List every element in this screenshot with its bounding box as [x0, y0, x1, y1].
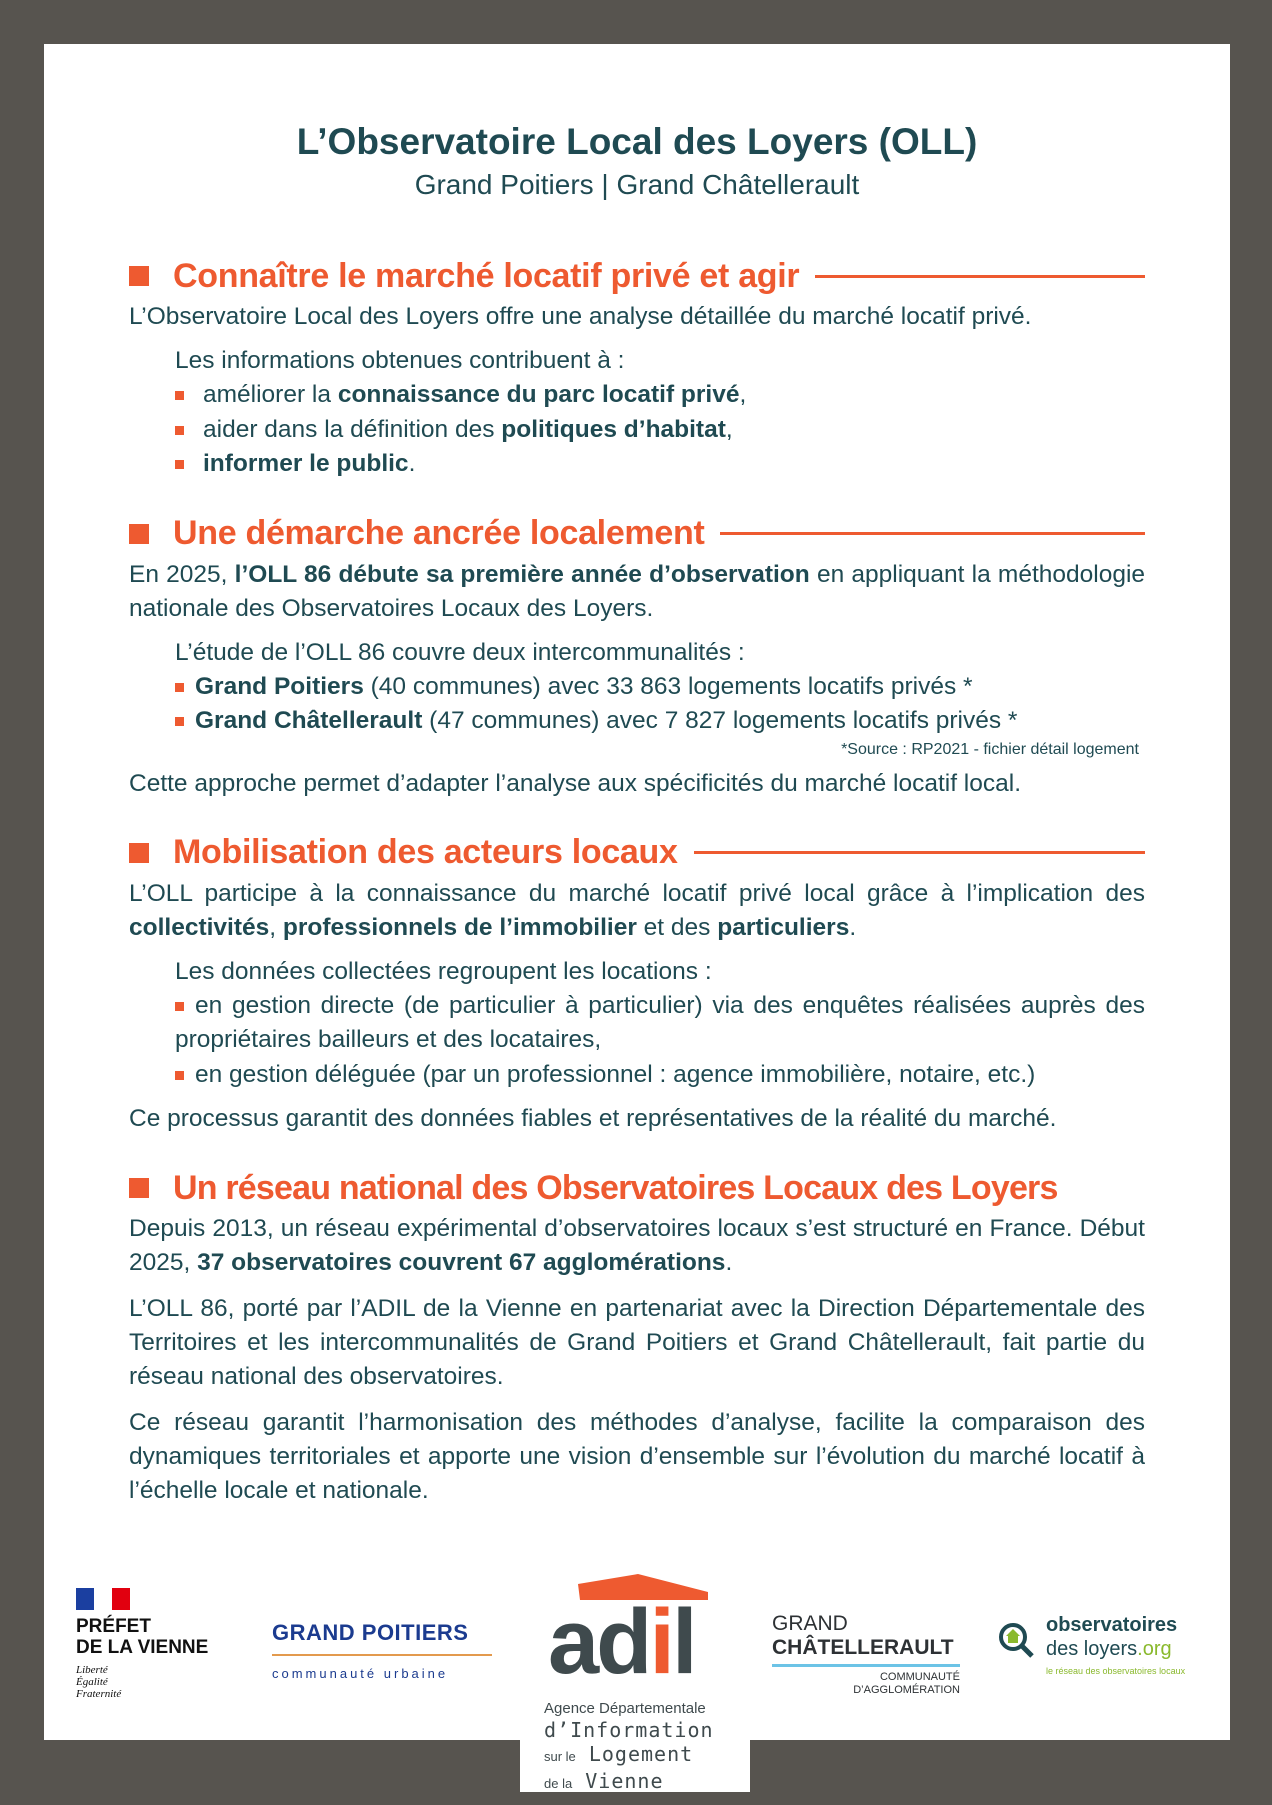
logo-subtitle: communauté urbaine: [272, 1666, 449, 1681]
text: sur le: [544, 1749, 576, 1764]
section-heading-2: [129, 512, 1145, 556]
text: (47 communes) avec 7 827 logements locatifs privés *: [422, 707, 1018, 734]
bullet-list: [175, 670, 1145, 739]
text: i: [649, 1591, 672, 1693]
bullet-icon: [175, 717, 184, 726]
text: ad: [548, 1591, 650, 1693]
square-bullet-icon: [129, 843, 149, 863]
logo-title: CHÂTELLERAULT: [772, 1636, 954, 1659]
text: aider dans la définition des: [203, 415, 502, 443]
section-paragraph: [129, 1212, 1145, 1280]
bullet-block: [129, 955, 1145, 1093]
tagline-line: Agence Départementale: [544, 1700, 706, 1717]
prefet-line: PRÉFET: [76, 1616, 151, 1637]
list-item: [175, 989, 1145, 1058]
devise: [76, 1664, 246, 1700]
bold-text: 37 observatoires couvrent 67 agglomérations: [197, 1249, 726, 1276]
heading-rule: [815, 275, 1145, 278]
source-note: *Source : RP2021 - fichier détail logement: [841, 740, 1139, 758]
bold-text: collectivités: [129, 913, 270, 941]
prefet-line: DE LA VIENNE: [76, 1637, 209, 1658]
logo-rule: [772, 1664, 960, 1667]
square-bullet-icon: [129, 266, 149, 286]
heading-rule: [720, 532, 1145, 535]
text: (40 communes) avec 33 863 logements locatifs privés *: [363, 672, 973, 700]
bullet-icon: [175, 1002, 184, 1011]
page-subtitle: Grand Poitiers | Grand Châtellerault: [414, 169, 860, 200]
list-item: [175, 378, 1145, 413]
logo-title: GRAND: [772, 1612, 848, 1635]
bold-text: Grand Châtellerault: [195, 707, 423, 734]
text: .: [849, 913, 857, 941]
text: de la: [544, 1776, 573, 1791]
text: en gestion directe (de particulier à particulier) via des enquêtes réalisées auprès des propriétaires bailleurs et des locataires,: [175, 991, 1145, 1053]
logo-subtitle: COMMUNAUTÉ: [879, 1671, 960, 1683]
heading-rule: [694, 851, 1145, 854]
section-paragraph: [129, 558, 1145, 626]
section-paragraph: Ce processus garantit des données fiables et représentatives de la réalité du marché.: [129, 1105, 1057, 1132]
text: .org: [1137, 1638, 1172, 1660]
logo-rule: [272, 1654, 492, 1656]
bold-text: politiques d’habitat: [501, 415, 726, 443]
section-heading-3: [129, 831, 1145, 875]
list-item: [175, 447, 1145, 482]
bullet-icon: [175, 460, 184, 469]
section-paragraph: Cette approche permet d’adapter l’analyse aux spécificités du marché locatif local.: [129, 769, 1022, 797]
bullet-block: [129, 636, 1145, 739]
bullet-icon: [175, 426, 184, 435]
list-lead: Les données collectées regroupent les locations :: [175, 957, 712, 985]
text: des loyers: [1046, 1638, 1138, 1660]
document-content: [129, 120, 1145, 1508]
text: En 2025,: [129, 560, 235, 588]
devise-line: Égalité: [76, 1676, 108, 1688]
logo-title: [1046, 1638, 1172, 1661]
text: Logement: [588, 1742, 694, 1766]
bold-text: informer le public: [203, 450, 409, 477]
text: Depuis 2013, un réseau expérimental d’observatoires locaux s’est structuré en France. Début 2025,: [129, 1215, 1145, 1276]
bullet-block: [129, 344, 1145, 482]
section-title: Un réseau national des Observatoires Locaux des Loyers: [173, 1168, 1058, 1207]
page-title: L’Observatoire Local des Loyers (OLL): [296, 121, 978, 162]
bold-text: particuliers: [717, 913, 850, 941]
section-paragraph: [129, 877, 1145, 945]
bullet-list: [175, 989, 1145, 1093]
prefet-name: [76, 1616, 246, 1658]
logo-title: observatoires: [1046, 1614, 1178, 1636]
adil-tagline: [544, 1700, 744, 1796]
adil-logo: [520, 1572, 750, 1792]
list-item: [175, 413, 1145, 448]
section-title: Une démarche ancrée localement: [173, 514, 705, 552]
text: et des: [636, 913, 718, 941]
bold-text: Grand Poitiers: [195, 672, 364, 700]
logo-subtitle: le réseau des observatoires locaux: [1046, 1666, 1186, 1676]
adil-wordmark: [548, 1592, 695, 1692]
grand-poitiers-logo: [272, 1620, 498, 1681]
bullet-list: [175, 378, 1145, 482]
section-title: Connaître le marché locatif privé et agir: [173, 256, 800, 295]
bullet-icon: [175, 683, 184, 692]
text: Vienne: [585, 1769, 664, 1793]
text: ,: [269, 913, 283, 941]
partner-logos: [44, 1582, 1230, 1793]
bold-text: connaissance du parc locatif privé: [337, 381, 740, 408]
section-heading-4: [129, 1166, 1145, 1210]
bold-text: professionnels de l’immobilier: [282, 913, 637, 941]
grand-chatellerault-logo: [772, 1612, 972, 1697]
list-lead: L’étude de l’OLL 86 couvre deux intercommunalités :: [175, 638, 745, 666]
text: ,: [739, 381, 747, 408]
text: ,: [725, 415, 733, 443]
section-paragraph: L’Observatoire Local des Loyers offre une analyse détaillée du marché locatif privé.: [129, 303, 1032, 330]
section-heading-1: [129, 254, 1145, 298]
tagline-line: d’Information: [544, 1718, 714, 1742]
prefet-logo: [76, 1588, 246, 1700]
text: l: [671, 1591, 695, 1693]
text: L’OLL participe à la connaissance du marché locatif privé local grâce à l’implication des: [129, 879, 1145, 907]
text: améliorer la: [203, 381, 338, 408]
list-item: [175, 704, 1145, 739]
square-bullet-icon: [129, 524, 149, 544]
bullet-icon: [175, 391, 184, 400]
list-item: [175, 1058, 1145, 1093]
document-page: [44, 44, 1230, 1793]
text: en appliquant la méthodologie nationale des Observatoires Locaux des Loyers.: [129, 560, 1146, 622]
bold-text: l’OLL 86 débute sa première année d’observation: [234, 560, 810, 588]
section-paragraph: L’OLL 86, porté par l’ADIL de la Vienne en partenariat avec la Direction Départementale des Territoires et les intercommunalités de Grand Poitiers et Grand Châtellerault, fait partie du réseau national des observatoires.: [129, 1295, 1145, 1390]
devise-line: Liberté: [76, 1664, 108, 1676]
section-paragraph: Ce réseau garantit l’harmonisation des méthodes d’analyse, facilite la comparaison des dynamiques territoriales et apporte une vision d’ensemble sur l’évolution du marché locatif à l’échelle locale et nationale.: [129, 1409, 1145, 1504]
list-item: [175, 670, 1145, 705]
bullet-icon: [175, 1071, 184, 1080]
magnifier-house-icon: [996, 1620, 1036, 1660]
list-lead: Les informations obtenues contribuent à :: [175, 347, 625, 374]
devise-line: Fraternité: [76, 1688, 122, 1700]
text: .: [725, 1249, 733, 1276]
text: en gestion déléguée (par un professionnel : agence immobilière, notaire, etc.): [195, 1060, 1036, 1088]
section-title: Mobilisation des acteurs locaux: [173, 833, 678, 871]
text: .: [408, 450, 416, 477]
marianne-flag-icon: [76, 1588, 130, 1610]
square-bullet-icon: [129, 1178, 149, 1198]
logo-title: GRAND POITIERS: [272, 1620, 469, 1645]
logo-subtitle: D’AGGLOMÉRATION: [853, 1684, 960, 1696]
